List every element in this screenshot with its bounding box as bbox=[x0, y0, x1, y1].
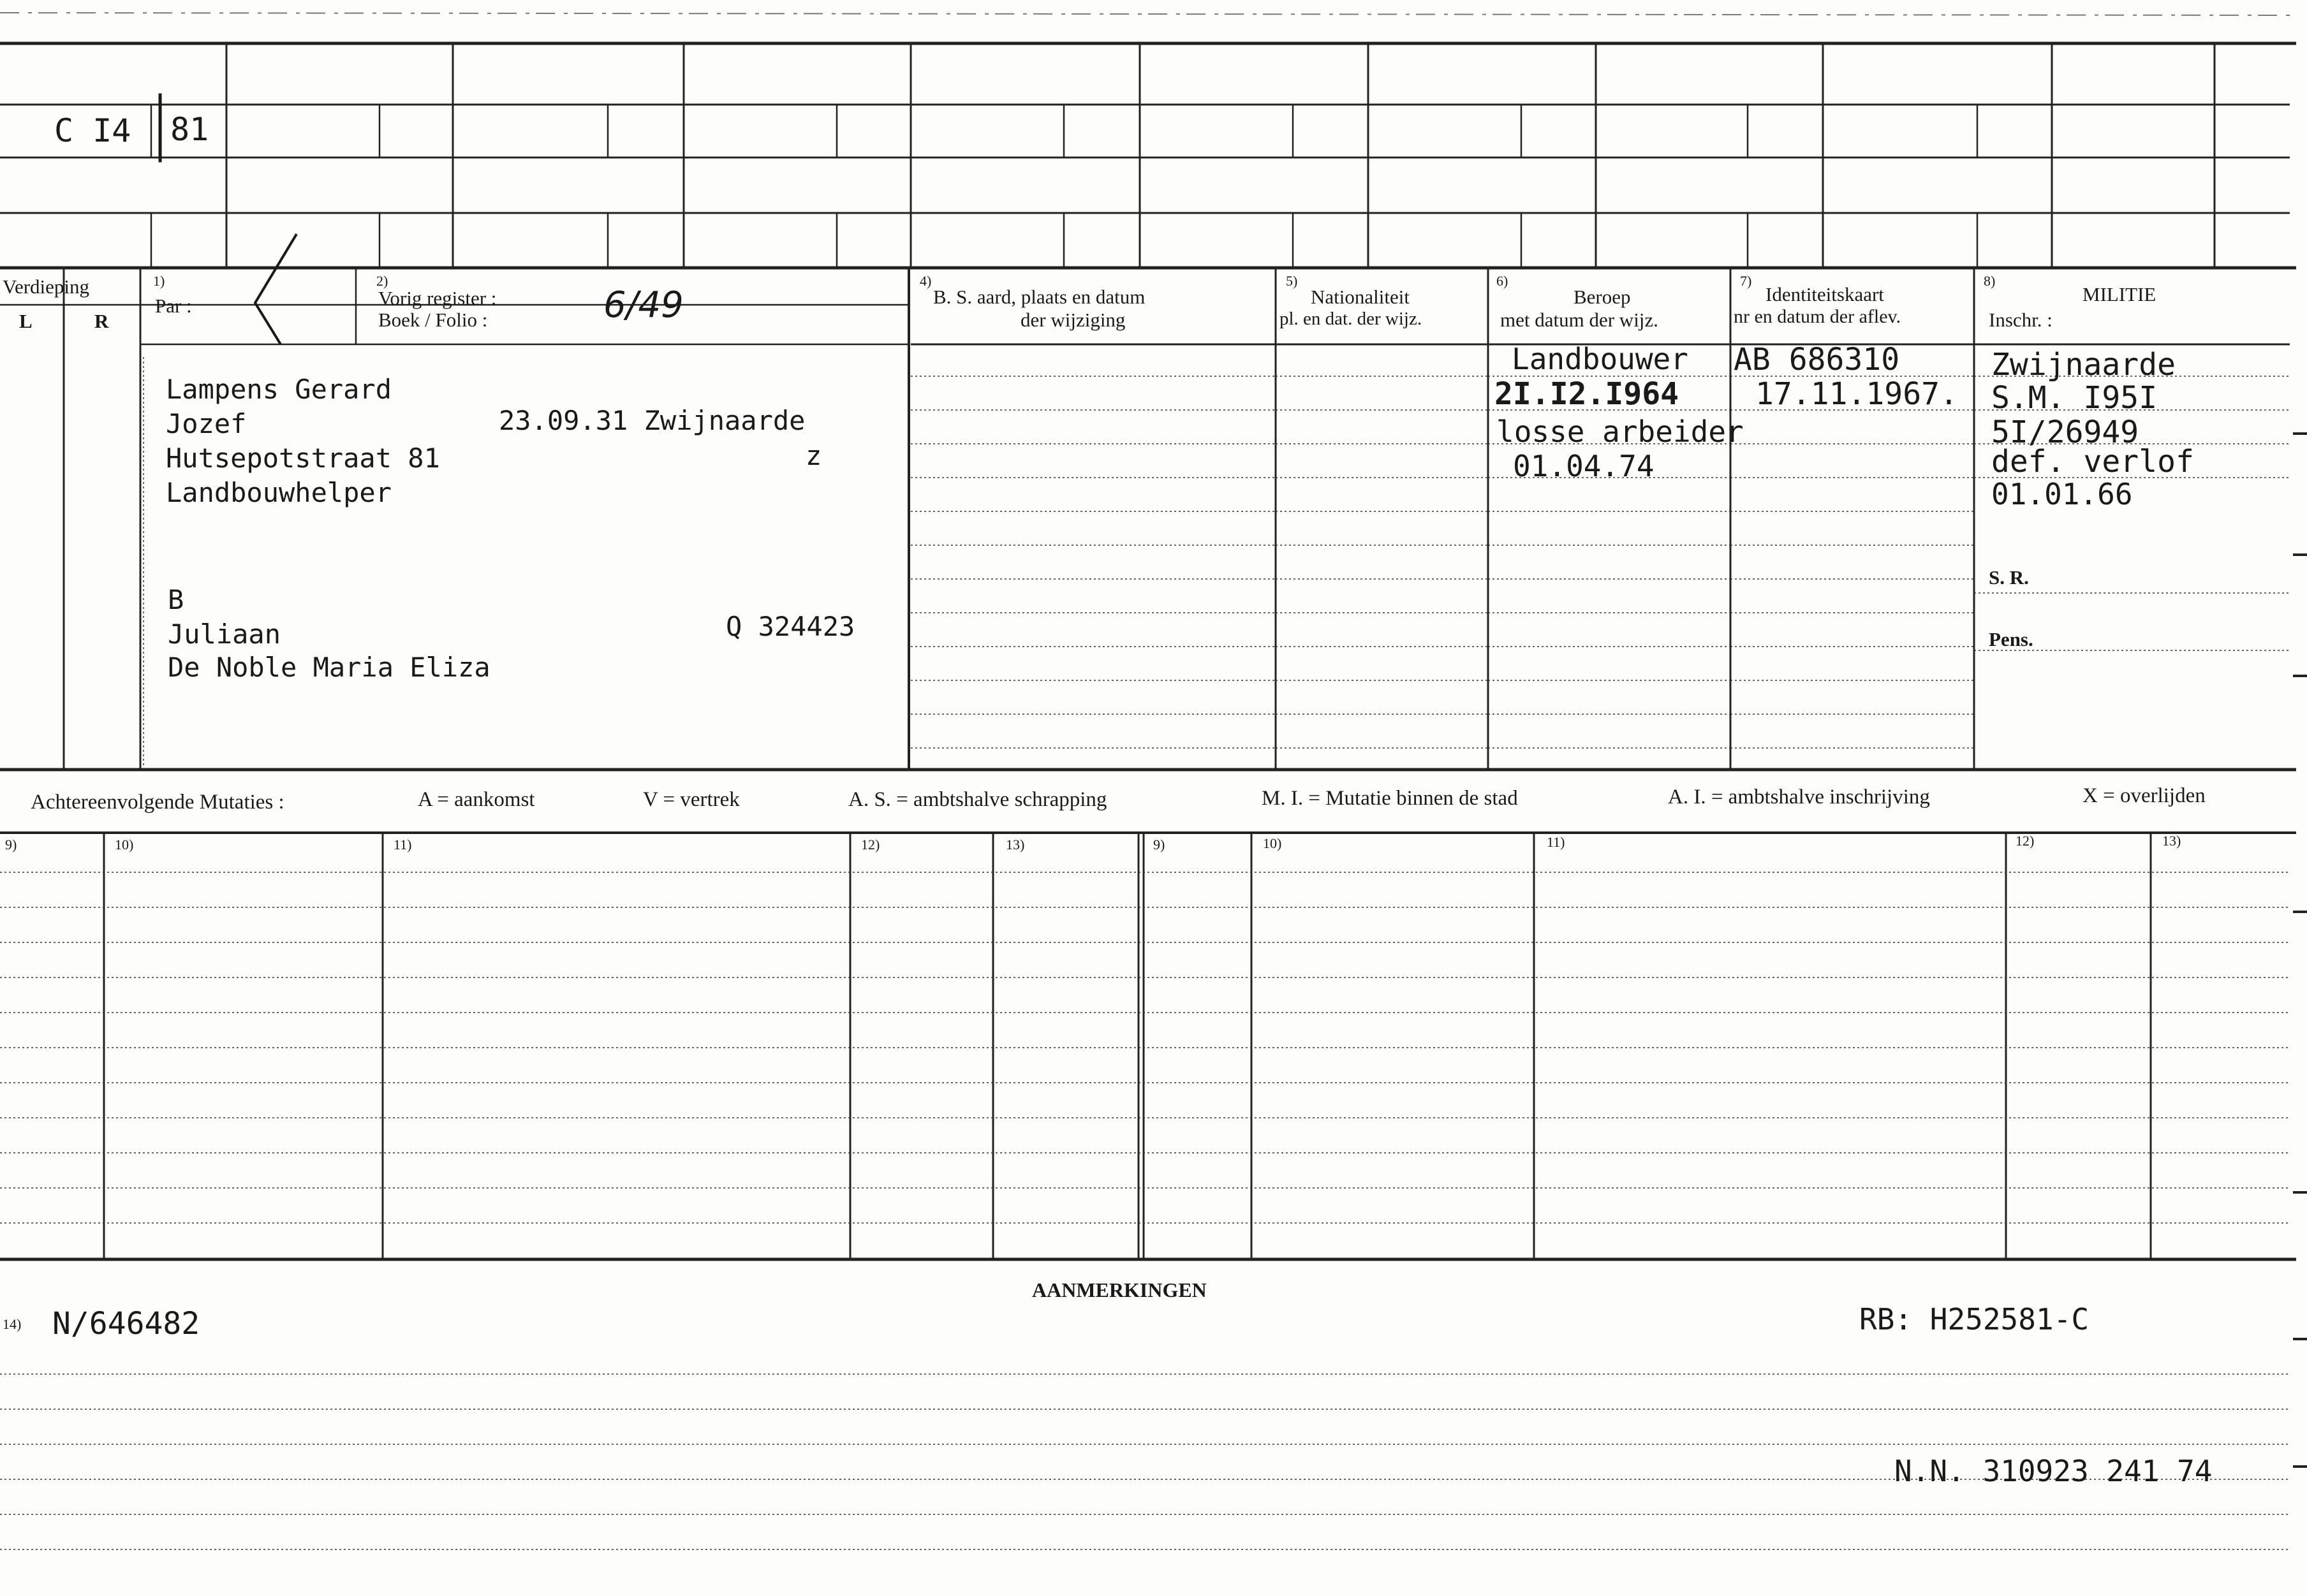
col5-label2: pl. en dat. der wijz. bbox=[1279, 309, 1422, 329]
register-code: C I4 bbox=[54, 112, 131, 149]
occupation: Landbouwhelper bbox=[166, 477, 392, 508]
remarks-reference: N/646482 bbox=[52, 1306, 200, 1342]
col8-number: 8) bbox=[1984, 273, 1996, 289]
legend-mutatie: M. I. = Mutatie binnen de stad bbox=[1262, 787, 1518, 810]
legend-schrapping: A. S. = ambtshalve schrapping bbox=[848, 788, 1107, 811]
pens-label: Pens. bbox=[1989, 628, 2033, 650]
mut-col-13b: 13) bbox=[2162, 833, 2181, 849]
par-checkmark bbox=[242, 233, 300, 348]
separator-mark: | bbox=[149, 83, 172, 163]
mut-col-9b: 9) bbox=[1153, 837, 1165, 853]
spouse-b-label: B bbox=[168, 584, 184, 615]
col4-number: 4) bbox=[920, 273, 932, 289]
verdieping-r: R bbox=[94, 310, 109, 332]
legend-title: Achtereenvolgende Mutaties : bbox=[31, 791, 284, 814]
mut-col-11: 11) bbox=[394, 837, 412, 853]
id-card-date: 17.11.1967. bbox=[1755, 376, 1958, 412]
militie-number: 5I/26949 bbox=[1991, 414, 2139, 450]
legend-overlijden: X = overlijden bbox=[2082, 784, 2206, 807]
col5-label: Nationaliteit bbox=[1311, 286, 1410, 308]
legend-inschrijving: A. I. = ambtshalve inschrijving bbox=[1668, 786, 1930, 809]
beroep-1: Landbouwer bbox=[1512, 342, 1688, 376]
col2-number: 2) bbox=[376, 273, 388, 289]
col8-militie: MILITIE bbox=[2082, 283, 2156, 305]
beroep-1-date: 2I.I2.I964 bbox=[1494, 376, 1679, 412]
col2-boek-folio: Boek / Folio : bbox=[378, 309, 488, 331]
mut-col-12: 12) bbox=[861, 837, 880, 853]
col6-label2: met datum der wijz. bbox=[1500, 309, 1658, 331]
address: Hutsepotstraat 81 bbox=[166, 443, 440, 474]
legend-aankomst: A = aankomst bbox=[418, 788, 535, 811]
militie-date: 01.01.66 bbox=[1991, 477, 2133, 511]
mut-col-10: 10) bbox=[115, 837, 134, 853]
mut-col-12b: 12) bbox=[2016, 833, 2035, 849]
mut-col-9: 9) bbox=[5, 837, 17, 853]
remarks-number: 14) bbox=[3, 1316, 22, 1332]
militie-place: Zwijnaarde bbox=[1991, 347, 2176, 383]
remarks-rb-number: RB: H252581-C bbox=[1859, 1302, 2090, 1336]
col6-label: Beroep bbox=[1574, 286, 1631, 308]
remarks-title: AANMERKINGEN bbox=[1032, 1278, 1207, 1301]
militie-status: def. verlof bbox=[1991, 444, 2194, 480]
mut-col-11b: 11) bbox=[1547, 834, 1565, 850]
sr-label: S. R. bbox=[1989, 566, 2029, 589]
col8-inschr: Inschr. : bbox=[1989, 309, 2053, 331]
beroep-2-date: 01.04.74 bbox=[1513, 449, 1655, 483]
person-name-line2: Jozef bbox=[166, 408, 247, 439]
legend-vertrek: V = vertrek bbox=[643, 788, 740, 811]
col2-vorig-register: Vorig register : bbox=[378, 287, 497, 309]
col4-label: B. S. aard, plaats en datum bbox=[933, 286, 1146, 308]
col7-number: 7) bbox=[1740, 273, 1752, 289]
id-card-number: AB 686310 bbox=[1734, 342, 1900, 377]
col1-number: 1) bbox=[153, 273, 165, 289]
militie-sm: S.M. I95I bbox=[1991, 380, 2158, 416]
verdieping-header: Verdieping bbox=[3, 275, 90, 298]
spouse-name-line1: Juliaan bbox=[168, 619, 281, 650]
boek-folio-value: 6/49 bbox=[603, 284, 684, 326]
address-mark: z bbox=[806, 440, 822, 471]
mut-col-10b: 10) bbox=[1263, 835, 1282, 851]
person-name-line1: Lampens Gerard bbox=[166, 374, 392, 405]
birth-date-place: 23.09.31 Zwijnaarde bbox=[499, 405, 806, 436]
national-number: N.N. 310923 241 74 bbox=[1894, 1454, 2213, 1488]
col7-label2: nr en datum der aflev. bbox=[1734, 306, 1901, 327]
col6-number: 6) bbox=[1496, 273, 1508, 289]
col4-label2: der wijziging bbox=[1021, 309, 1126, 331]
spouse-id: Q 324423 bbox=[726, 611, 855, 642]
col7-label: Identiteitskaart bbox=[1765, 283, 1884, 305]
spouse-name-line2: De Noble Maria Eliza bbox=[168, 652, 490, 683]
col5-number: 5) bbox=[1286, 273, 1298, 289]
beroep-2: losse arbeider bbox=[1496, 414, 1744, 449]
col1-par-label: Par : bbox=[155, 295, 192, 317]
verdieping-l: L bbox=[19, 310, 33, 332]
register-number: 81 bbox=[170, 111, 209, 148]
mut-col-13: 13) bbox=[1006, 837, 1025, 853]
